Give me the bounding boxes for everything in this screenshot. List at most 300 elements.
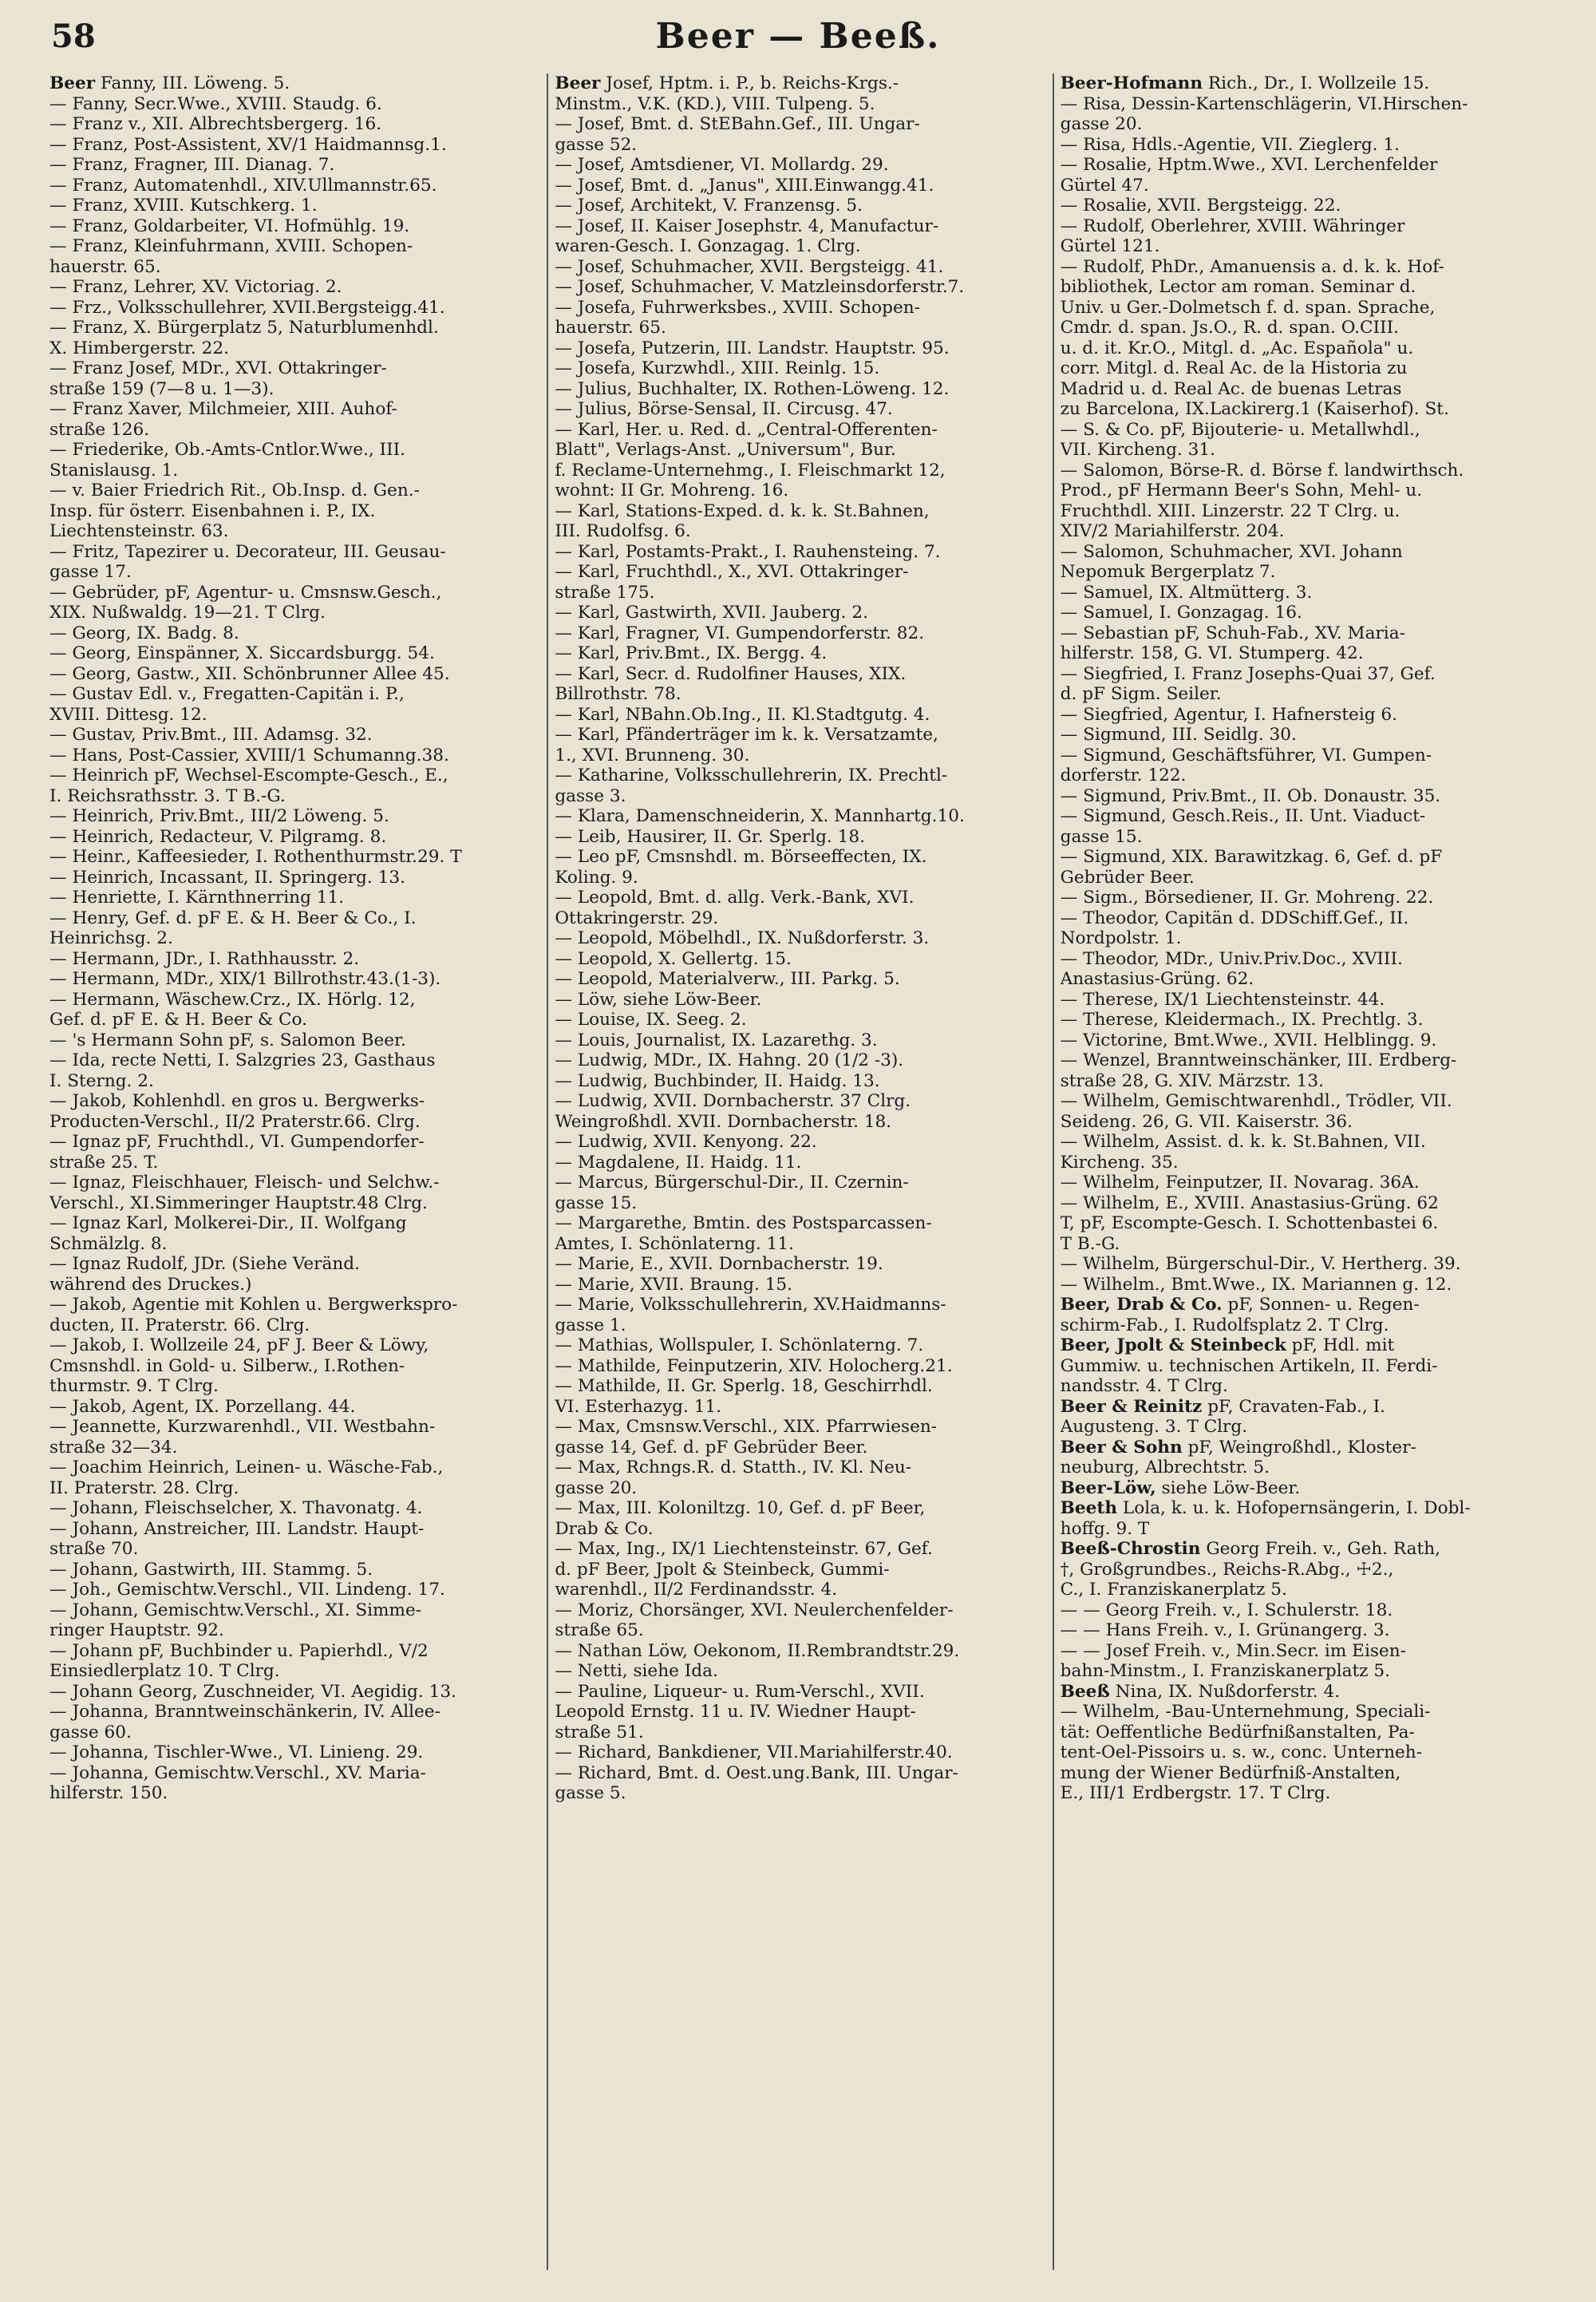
entry-text: — Katharine, Volksschullehrerin, IX. Prechtl-	[555, 765, 948, 785]
entry-text: — Leib, Hausirer, II. Gr. Sperlg. 18.	[555, 826, 865, 847]
entry-text: straße 159 (7—8 u. 1—3).	[49, 378, 275, 399]
directory-entry	[555, 1742, 1041, 1763]
directory-entry	[49, 481, 535, 501]
entry-text: Gummiw. u. technischen Artikeln, II. Ferdi-	[1060, 1355, 1438, 1376]
entry-text: — Ludwig, XVII. Dornbacherstr. 37 Clrg.	[555, 1091, 911, 1111]
directory-entry	[555, 643, 1041, 664]
entry-text: — Heinr., Kaffeesieder, I. Rothenthurmstr.29. T	[49, 847, 462, 867]
directory-entry	[555, 827, 1041, 848]
directory-entry	[49, 176, 535, 196]
entry-text: straße 126.	[49, 419, 150, 440]
entry-text: — Friederike, Ob.-Amts-Cntlor.Wwe., III.	[49, 440, 406, 460]
entry-text: ducten, II. Praterstr. 66. Clrg.	[49, 1315, 310, 1335]
entry-text: straße 51.	[555, 1722, 644, 1742]
directory-entry	[555, 562, 1041, 583]
directory-entry	[555, 1723, 1041, 1743]
entry-text: VI. Esterhazyg. 11.	[555, 1396, 722, 1417]
directory-entry	[555, 746, 1041, 766]
directory-entry	[555, 440, 1041, 461]
directory-entry	[1061, 461, 1547, 481]
directory-entry	[555, 196, 1041, 216]
column-middle	[547, 73, 1041, 2270]
directory-entry	[1061, 277, 1547, 298]
directory-entry	[1061, 1153, 1547, 1173]
directory-entry	[1061, 1702, 1547, 1723]
entry-text: — Leo pF, Cmsnshdl. m. Börseeffecten, IX.	[555, 847, 927, 867]
directory-entry	[49, 1315, 535, 1336]
directory-entry	[49, 1742, 535, 1763]
entry-text: — Henry, Gef. d. pF E. & H. Beer & Co., I.	[49, 908, 417, 928]
entry-text: — Johann, Anstreicher, III. Landstr. Haupt-	[49, 1518, 425, 1539]
entry-text: — Gebrüder, pF, Agentur- u. Cmsnsw.Gesch.,	[49, 582, 442, 603]
entry-surname: Beer	[49, 73, 96, 93]
directory-entry	[1061, 1030, 1547, 1051]
directory-entry	[49, 1783, 535, 1804]
directory-entry	[1061, 888, 1547, 908]
directory-entry	[49, 705, 535, 726]
entry-text: neuburg, Albrechtstr. 5.	[1060, 1458, 1270, 1477]
directory-entry	[49, 1478, 535, 1499]
directory-entry	[1061, 1112, 1547, 1133]
entry-text: — Louis, Journalist, IX. Lazarethg. 3.	[555, 1030, 878, 1050]
directory-entry	[555, 786, 1041, 807]
entry-text: — Georg, Gastw., XII. Schönbrunner Allee 45.	[49, 663, 450, 684]
directory-entry	[555, 257, 1041, 278]
directory-entry	[1061, 1010, 1547, 1030]
entry-text: — Karl, Fruchthdl., X., XVI. Ottakringer-	[555, 562, 909, 582]
directory-entry	[1061, 847, 1547, 868]
entry-text: Amtes, I. Schönlaterng. 11.	[555, 1233, 794, 1254]
entry-text: — Gustav Edl. v., Fregatten-Capitän i. P.,	[49, 684, 405, 704]
directory-entry	[1061, 1050, 1547, 1071]
directory-entry	[555, 338, 1041, 359]
entry-text: — Josef, Bmt. d. „Janus", XIII.Einwangg.41.	[555, 175, 934, 196]
entry-text: — Karl, Fragner, VI. Gumpendorferstr. 82.	[555, 623, 925, 643]
directory-entry	[49, 1539, 535, 1560]
directory-entry	[1061, 542, 1547, 563]
entry-text: gasse 15.	[555, 1193, 638, 1213]
entry-text: — Johann, Fleischselcher, X. Thavonatg. 4.	[49, 1498, 423, 1518]
directory-entry	[1061, 908, 1547, 929]
directory-entry	[49, 1661, 535, 1682]
entry-text: hauerstr. 65.	[49, 256, 161, 277]
directory-entry	[1061, 664, 1547, 685]
directory-entry	[49, 379, 535, 400]
entry-text: — Sigmund, Gesch.Reis., II. Unt. Viaduct-	[1060, 806, 1426, 826]
entry-text: — Pauline, Liqueur- u. Rum-Verschl., XVII.	[555, 1681, 925, 1702]
directory-entry	[49, 1275, 535, 1295]
entry-text: Nordpolstr. 1.	[1060, 928, 1182, 948]
directory-entry	[1061, 806, 1547, 827]
entry-text: Cmdr. d. span. Js.O., R. d. span. O.CIII.	[1060, 318, 1399, 338]
entry-surname: Beer, Jpolt & Steinbeck	[1060, 1335, 1286, 1355]
directory-entry	[555, 481, 1041, 501]
entry-text: XIV/2 Mariahilferstr. 204.	[1060, 521, 1285, 541]
directory-entry	[49, 969, 535, 990]
directory-entry	[555, 1702, 1041, 1723]
directory-entry	[555, 135, 1041, 156]
entry-text: — Magdalene, II. Haidg. 11.	[555, 1152, 802, 1173]
entry-surname: Beer	[555, 73, 601, 93]
directory-entry	[555, 1315, 1041, 1336]
entry-text: — Leopold, Bmt. d. allg. Verk.-Bank, XVI.	[555, 888, 915, 908]
directory-entry	[1061, 318, 1547, 338]
entry-text: — Siegfried, Agentur, I. Hafnersteig 6.	[1060, 704, 1398, 725]
directory-entry	[555, 1519, 1041, 1540]
directory-entry	[555, 908, 1041, 929]
entry-text: gasse 14, Gef. d. pF Gebrüder Beer.	[555, 1437, 868, 1458]
directory-entry	[1061, 1234, 1547, 1255]
entry-text: nandsstr. 4. T Clrg.	[1060, 1376, 1228, 1396]
entry-text: — Richard, Bmt. d. Oest.ung.Bank, III. Ungar-	[555, 1762, 958, 1783]
entry-text: — Max, Cmsnsw.Verschl., XIX. Pfarrwiesen-	[555, 1417, 938, 1437]
directory-entry	[49, 358, 535, 379]
directory-entry	[555, 358, 1041, 379]
entry-text: — Karl, Gastwirth, XVII. Jauberg. 2.	[555, 603, 868, 623]
entry-text: wohnt: II Gr. Mohreng. 16.	[555, 481, 789, 500]
entry-text: Kircheng. 35.	[1060, 1152, 1179, 1173]
directory-entry	[49, 888, 535, 908]
directory-entry	[555, 1560, 1041, 1580]
directory-entry	[49, 114, 535, 135]
entry-text: während des Druckes.)	[49, 1274, 252, 1295]
directory-entry	[1061, 868, 1547, 888]
directory-entry	[555, 623, 1041, 644]
entry-text: — Jakob, Agentie mit Kohlen u. Bergwerkspro-	[49, 1295, 458, 1315]
entry-text: — Fanny, Secr.Wwe., XVIII. Staudg. 6.	[49, 93, 382, 114]
directory-entry	[555, 725, 1041, 746]
directory-entry	[1061, 440, 1547, 461]
entry-text: gasse 1.	[555, 1315, 626, 1335]
entry-text: — Wilhelm, Gemischtwarenhdl., Trödler, VII.	[1060, 1091, 1452, 1111]
directory-entry	[1061, 1620, 1547, 1641]
entry-text: — Risa, Dessin-Kartenschlägerin, VI.Hirschen-	[1060, 93, 1468, 114]
entry-text: — Franz, Post-Assistent, XV/1 Haidmannsg.1.	[49, 134, 447, 155]
entry-text: straße 25. T.	[49, 1152, 159, 1173]
entry-text: — Franz v., XII. Albrechtsbergerg. 16.	[49, 114, 382, 134]
entry-text: Koling. 9.	[555, 867, 638, 888]
entry-text: Ottakringerstr. 29.	[555, 908, 719, 928]
entry-text: T, pF, Escompte-Gesch. I. Schottenbastei 6.	[1060, 1213, 1439, 1233]
entry-text: — Ignaz, Fleischhauer, Fleisch- und Selchw.-	[49, 1173, 440, 1193]
entry-text: †, Großgrundbes., Reichs-R.Abg., ☩2.,	[1060, 1559, 1394, 1580]
directory-entry	[1061, 135, 1547, 156]
directory-entry	[1061, 928, 1547, 949]
entry-text: — Jakob, Agent, IX. Porzellang. 44.	[49, 1396, 356, 1417]
entry-text: Nepomuk Bergerplatz 7.	[1060, 562, 1276, 582]
entry-text: — Karl, Postamts-Prakt., I. Rauhensteing. 7.	[555, 541, 941, 562]
directory-entry	[555, 114, 1041, 135]
entry-text: gasse 17.	[49, 562, 132, 582]
entry-text: Billrothstr. 78.	[555, 684, 681, 704]
entry-text: gasse 52.	[555, 134, 638, 155]
directory-entry	[1061, 420, 1547, 441]
entry-text: — Johanna, Gemischtw.Verschl., XV. Maria-	[49, 1762, 426, 1783]
entry-text: pF, Hdl. mit	[1286, 1335, 1395, 1355]
entry-text: — Margarethe, Bmtin. des Postsparcassen-	[555, 1213, 932, 1233]
directory-entry	[49, 1173, 535, 1193]
entry-text: Insp. für österr. Eisenbahnen i. P., IX.	[49, 500, 376, 521]
directory-entry	[555, 1580, 1041, 1600]
directory-entry	[1061, 643, 1547, 664]
directory-entry	[1061, 684, 1547, 705]
entry-text: — Wilhelm, Bürgerschul-Dir., V. Hertherg. 39.	[1060, 1254, 1461, 1274]
directory-entry	[1061, 1376, 1547, 1397]
entry-text: bibliothek, Lector am roman. Seminar d.	[1060, 277, 1416, 297]
directory-entry	[49, 908, 535, 929]
entry-text: — Josef, Schuhmacher, XVII. Bergsteigg. 41.	[555, 256, 944, 277]
entry-text: — Rudolf, Oberlehrer, XVIII. Währinger	[1060, 216, 1405, 236]
directory-entry	[49, 1030, 535, 1051]
entry-text: — Franz, XVIII. Kutschkerg. 1.	[49, 196, 318, 216]
directory-entry	[49, 827, 535, 848]
entry-text: — Josef, Architekt, V. Franzensg. 5.	[555, 196, 863, 216]
entry-text: — Sigmund, XIX. Barawitzkag. 6, Gef. d. pF	[1060, 847, 1443, 867]
directory-entry	[555, 1783, 1041, 1804]
directory-entry	[1061, 1417, 1547, 1438]
directory-entry	[49, 73, 535, 94]
directory-entry	[1061, 1458, 1547, 1478]
directory-entry	[555, 1132, 1041, 1153]
entry-text: — Salomon, Schuhmacher, XVI. Johann	[1060, 541, 1403, 562]
directory-entry	[49, 1620, 535, 1641]
entry-text: — Marcus, Bürgerschul-Dir., II. Czernin-	[555, 1173, 909, 1193]
entry-surname: Beeß	[1060, 1681, 1110, 1702]
directory-entry	[49, 135, 535, 156]
entry-text: gasse 3.	[555, 785, 626, 806]
columns	[49, 73, 1547, 2270]
directory-entry	[555, 664, 1041, 685]
entry-text: — Henriette, I. Kärnthnerring 11.	[49, 888, 345, 908]
entry-text: f. Reclame-Unternehmg., I. Fleischmarkt 12,	[555, 460, 946, 481]
directory-entry	[49, 1763, 535, 1784]
entry-text: gasse 20.	[555, 1477, 638, 1498]
entry-text: hilferstr. 150.	[49, 1783, 168, 1803]
directory-entry	[49, 643, 535, 664]
entry-text: straße 32—34.	[49, 1437, 178, 1458]
directory-entry	[1061, 1254, 1547, 1275]
directory-entry	[555, 1661, 1041, 1682]
directory-entry	[1061, 705, 1547, 726]
directory-entry	[555, 990, 1041, 1011]
entry-text: — Siegfried, I. Franz Josephs-Quai 37, Gef.	[1060, 663, 1436, 684]
directory-entry	[1061, 1438, 1547, 1458]
entry-text: — Rosalie, Hptm.Wwe., XVI. Lerchenfelder	[1060, 155, 1438, 175]
entry-text: tent-Oel-Pissoirs u. s. w., conc. Unterneh-	[1060, 1742, 1423, 1762]
directory-entry	[49, 196, 535, 216]
directory-entry	[555, 1295, 1041, 1315]
directory-entry	[1061, 1682, 1547, 1703]
directory-entry	[555, 705, 1041, 726]
entry-text: — Franz, Goldarbeiter, VI. Hofmühlg. 19.	[49, 216, 410, 236]
directory-entry	[49, 725, 535, 746]
entry-text: — Risa, Hdls.-Agentie, VII. Zieglerg. 1.	[1060, 134, 1400, 155]
entry-text: Producten-Verschl., II/2 Praterstr.66. Clrg.	[49, 1111, 421, 1132]
entry-text: — Jakob, I. Wollzeile 24, pF J. Beer & Löwy,	[49, 1335, 429, 1355]
entry-text: I. Sterng. 2.	[49, 1070, 154, 1091]
entry-text: — Georg, Einspänner, X. Siccardsburgg. 54.	[49, 643, 435, 663]
entry-text: 1., XVI. Brunneng. 30.	[555, 745, 750, 765]
entry-text: — Frz., Volksschullehrer, XVII.Bergsteigg.41.	[49, 297, 445, 318]
entry-surname: Beer & Sohn	[1060, 1437, 1183, 1458]
entry-text: — Nathan Löw, Oekonom, II.Rembrandtstr.29.	[555, 1640, 960, 1661]
directory-entry	[1061, 1742, 1547, 1763]
directory-entry	[49, 420, 535, 441]
entry-text: T B.-G.	[1060, 1233, 1120, 1254]
entry-text: bahn-Minstm., I. Franziskanerplatz 5.	[1060, 1661, 1391, 1681]
entry-text: — Karl, Pfänderträger im k. k. Versatzamte,	[555, 725, 938, 745]
directory-entry	[49, 216, 535, 237]
entry-text: — Sigmund, Priv.Bmt., II. Ob. Donaustr. 35.	[1060, 785, 1441, 806]
directory-entry	[49, 623, 535, 644]
entry-text: — Josefa, Putzerin, III. Landstr. Hauptstr. 95.	[555, 338, 950, 358]
entry-text: — Ludwig, MDr., IX. Hahng. 20 (1/2 -3).	[555, 1050, 904, 1070]
directory-entry	[555, 1091, 1041, 1112]
entry-text: — Karl, NBahn.Ob.Ing., II. Kl.Stadtgutg. 4.	[555, 704, 930, 725]
directory-entry	[49, 1498, 535, 1519]
directory-entry	[49, 1458, 535, 1478]
directory-entry	[49, 94, 535, 115]
entry-text: XVIII. Dittesg. 12.	[49, 704, 207, 725]
entry-text: — 's Hermann Sohn pF, s. Salomon Beer.	[49, 1030, 406, 1050]
directory-entry	[555, 1763, 1041, 1784]
directory-entry	[1061, 623, 1547, 644]
directory-entry	[49, 1050, 535, 1071]
directory-entry	[555, 1030, 1041, 1051]
entry-text: — Samuel, IX. Altmütterg. 3.	[1060, 582, 1313, 603]
directory-entry	[555, 1254, 1041, 1275]
directory-entry	[1061, 216, 1547, 237]
entry-text: — — Josef Freih. v., Min.Secr. im Eisen-	[1060, 1640, 1406, 1661]
directory-entry	[1061, 501, 1547, 522]
entry-text: — Karl, Priv.Bmt., IX. Bergg. 4.	[555, 643, 828, 663]
entry-text: — Wilhelm, -Bau-Unternehmung, Speciali-	[1060, 1702, 1431, 1722]
directory-entry	[1061, 1519, 1547, 1540]
entry-surname: Beer & Reinitz	[1060, 1396, 1203, 1417]
entry-text: X. Himbergerstr. 22.	[49, 338, 229, 358]
entry-text: Anastasius-Grüng. 62.	[1060, 969, 1254, 989]
entry-text: Madrid u. d. Real Ac. de buenas Letras	[1060, 378, 1402, 399]
page-number: 58	[51, 18, 96, 55]
entry-text: — — Hans Freih. v., I. Grünangerg. 3.	[1060, 1620, 1390, 1640]
directory-entry	[555, 277, 1041, 298]
entry-text: pF, Weingroßhdl., Kloster-	[1182, 1437, 1416, 1458]
directory-entry	[49, 1335, 535, 1356]
entry-text: C., I. Franziskanerplatz 5.	[1060, 1580, 1287, 1600]
directory-entry	[49, 1091, 535, 1112]
entry-text: — Karl, Stations-Exped. d. k. k. St.Bahnen,	[555, 500, 930, 521]
entry-text: Nina, IX. Nußdorferstr. 4.	[1109, 1681, 1341, 1702]
directory-entry	[49, 949, 535, 970]
directory-entry	[555, 1173, 1041, 1193]
directory-entry	[1061, 1193, 1547, 1214]
directory-entry	[49, 664, 535, 685]
entry-text: hoffg. 9. T	[1060, 1518, 1150, 1539]
directory-entry	[555, 1498, 1041, 1519]
directory-entry	[49, 765, 535, 786]
entry-text: — Salomon, Börse-R. d. Börse f. landwirthsch.	[1060, 460, 1464, 481]
directory-entry	[555, 420, 1041, 441]
entry-text: Heinrichsg. 2.	[49, 928, 173, 948]
directory-entry	[1061, 521, 1547, 542]
directory-entry	[49, 1600, 535, 1621]
entry-text: Schmälzlg. 8.	[49, 1233, 168, 1254]
directory-entry	[555, 847, 1041, 868]
entry-text: Gef. d. pF E. & H. Beer & Co.	[49, 1010, 308, 1030]
entry-text: thurmstr. 9. T Clrg.	[49, 1376, 219, 1396]
directory-entry	[1061, 1071, 1547, 1092]
directory-entry	[1061, 176, 1547, 196]
directory-entry	[49, 1397, 535, 1418]
entry-text: — Netti, siehe Ida.	[555, 1661, 718, 1681]
entry-text: — Louise, IX. Seeg. 2.	[555, 1010, 747, 1030]
directory-entry	[555, 1539, 1041, 1560]
directory-entry	[1061, 562, 1547, 583]
directory-entry	[49, 501, 535, 522]
directory-entry	[555, 1620, 1041, 1641]
entry-text: — Franz, Fragner, III. Dianag. 7.	[49, 155, 335, 175]
entry-text: — Heinrich pF, Wechsel-Escompte-Gesch., E.,	[49, 765, 448, 785]
directory-entry	[1061, 1661, 1547, 1682]
directory-entry	[555, 868, 1041, 888]
directory-entry	[555, 1213, 1041, 1234]
entry-text: II. Praterstr. 28. Clrg.	[49, 1477, 239, 1498]
directory-entry	[49, 318, 535, 338]
entry-text: VII. Kircheng. 31.	[1060, 440, 1215, 460]
directory-entry	[49, 542, 535, 563]
directory-entry	[1061, 1132, 1547, 1153]
directory-entry	[1061, 1173, 1547, 1193]
directory-entry	[555, 1050, 1041, 1071]
entry-text: gasse 5.	[555, 1783, 626, 1803]
entry-text: — Leopold, Möbelhdl., IX. Nußdorferstr. 3.	[555, 928, 930, 948]
directory-entry	[555, 806, 1041, 827]
directory-entry	[555, 1458, 1041, 1478]
entry-text: — Gustav, Priv.Bmt., III. Adamsg. 32.	[49, 725, 373, 745]
directory-entry	[555, 1376, 1041, 1397]
directory-entry	[49, 868, 535, 888]
entry-text: — Hermann, JDr., I. Rathhausstr. 2.	[49, 948, 360, 969]
entry-text: — Karl, Her. u. Red. d. „Central-Offerenten-	[555, 419, 938, 440]
directory-entry	[49, 684, 535, 705]
entry-text: — Mathilde, Feinputzerin, XIV. Holocherg.21.	[555, 1355, 953, 1376]
entry-surname: Beeth	[1060, 1498, 1118, 1518]
entry-text: — Josef, Bmt. d. StEBahn.Gef., III. Ungar-	[555, 114, 920, 134]
entry-text: — Joh., Gemischtw.Verschl., VII. Lindeng. 17.	[49, 1580, 445, 1600]
directory-entry	[1061, 1213, 1547, 1234]
directory-entry	[555, 521, 1041, 542]
entry-text: — Klara, Damenschneiderin, X. Mannhartg.10.	[555, 806, 965, 826]
directory-entry	[555, 1600, 1041, 1621]
entry-text: — Wilhelm, Feinputzer, II. Novarag. 36A.	[1060, 1173, 1420, 1193]
directory-entry	[49, 298, 535, 318]
entry-text: Seideng. 26, G. VII. Kaiserstr. 36.	[1060, 1111, 1353, 1132]
directory-entry	[49, 277, 535, 298]
column-left	[49, 73, 535, 2270]
entry-text: Univ. u Ger.-Dolmetsch f. d. span. Sprache,	[1060, 297, 1436, 318]
directory-entry	[49, 440, 535, 461]
directory-entry	[555, 1010, 1041, 1030]
directory-entry	[49, 1254, 535, 1275]
directory-entry	[49, 786, 535, 807]
entry-text: — Leopold, Materialverw., III. Parkg. 5.	[555, 969, 900, 989]
directory-entry	[49, 1723, 535, 1743]
entry-text: Weingroßhdl. XVII. Dornbacherstr. 18.	[555, 1111, 892, 1132]
entry-text: d. pF Sigm. Seiler.	[1060, 684, 1222, 704]
entry-text: — Rosalie, XVII. Bergsteigg. 22.	[1060, 196, 1341, 216]
directory-entry	[49, 1641, 535, 1662]
directory-entry	[49, 562, 535, 583]
